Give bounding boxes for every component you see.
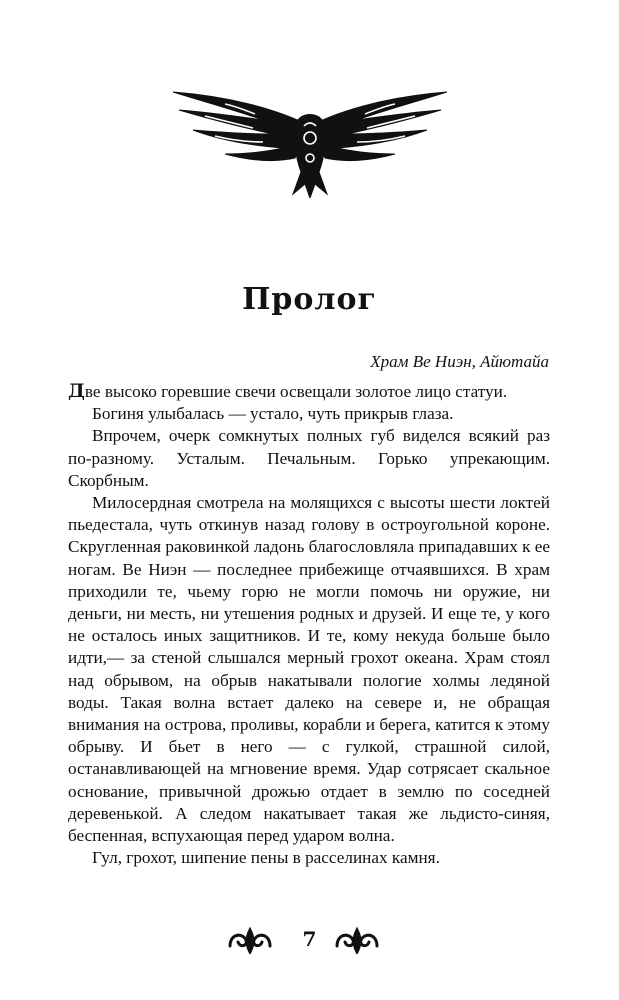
paragraph-5: Гул, грохот, шипение пены в расселинах камня. <box>92 848 440 868</box>
drop-cap: Д <box>68 380 85 402</box>
chapter-text <box>68 380 550 869</box>
chapter-title: Пролог <box>242 282 377 317</box>
eagle-ornament-icon <box>165 86 455 198</box>
paragraph-text: ве высоко горевшие свечи освещали золотое лицо статуи. <box>84 382 508 401</box>
paragraph-1 <box>68 380 550 403</box>
page-footer <box>0 924 619 958</box>
paragraph-2: Богиня улыбалась — устало, чуть прикрыв глаза. <box>92 404 454 424</box>
epigraph: Храм Ве Ниэн, Айютайа <box>370 352 549 371</box>
paragraph-4: Милосердная смотрела на молящихся с высоты шести локтей пьедестала, чуть откинув назад голову в остроугольной короне. Скругленная раковинкой ладонь благословляла припадавших к ее ногам. Ве Ниэн — последнее прибежище отчаявшихся. В храм приходили те, чьему горю не могли помочь ни оружие, ни деньги, ни месть, ни утешения родных и друзей. И еще те, у кого не осталось иных защитников. И те, кому некуда больше было идти,— за стеной слышался мерный грохот океана. Храм стоял над обрывом, на обрыв накатывали пологие холмы ледяной воды. Такая волна встает далеко на севере и, не обращая внимания на острова, проливы, корабли и берега, катится к этому обрыву. И бьет в него — с гулкой, страшной силой, останавливающей на мгновение время. Удар сотрясает скальное основание, привычной дрожью отдает в землю по соседней деревенькой. А следом накатывает такая же льдисто-синяя, беспенная, вспухающая перед ударом волна. <box>68 493 551 846</box>
scroll-ornament-icon <box>333 924 381 954</box>
page-number: 7 <box>302 927 317 951</box>
paragraph-3: Впрочем, очерк сомкнутых полных губ виделся всякий раз по-разному. Усталым. Печальным. Горько упрекающим. Скорбным. <box>68 426 550 490</box>
